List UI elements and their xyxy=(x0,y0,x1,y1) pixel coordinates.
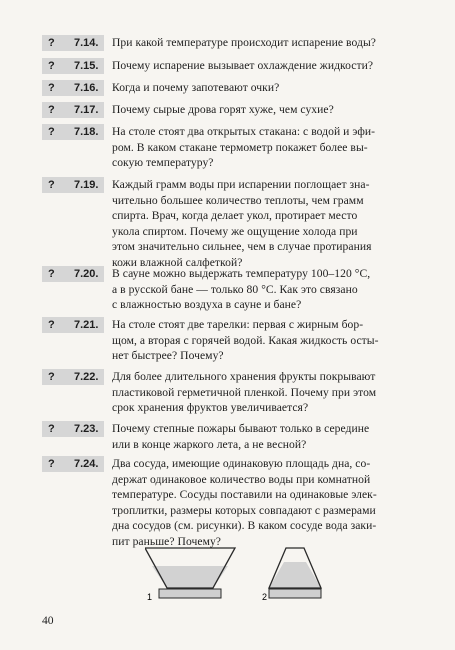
problem-number: 7.24. xyxy=(74,458,99,470)
text-line: Каждый грамм воды при испарении поглощает зна- xyxy=(112,178,370,191)
problem-number-box xyxy=(42,317,104,333)
text-line: или в конце жаркого лета, а не весной? xyxy=(112,437,307,451)
problem-number-box xyxy=(42,80,104,96)
text-line: спирта. Врач, когда делает укол, протирает место xyxy=(112,209,358,223)
problem-number-box xyxy=(42,102,104,118)
question-mark-icon: ? xyxy=(48,60,55,72)
question-mark-icon: ? xyxy=(48,423,55,435)
text-line: Когда и почему запотевают очки? xyxy=(112,81,280,94)
vessel-1-water xyxy=(152,566,228,588)
problem-7-15 xyxy=(42,58,427,74)
problem-text xyxy=(112,266,427,313)
vessel-1 xyxy=(145,548,235,602)
question-mark-icon: ? xyxy=(48,458,55,470)
hotplate-1 xyxy=(159,589,221,598)
problem-number-box xyxy=(42,456,104,472)
text-line: щом, а вторая с горячей водой. Какая жидкость осты- xyxy=(112,333,379,347)
problem-text xyxy=(112,177,427,271)
problem-number: 7.14. xyxy=(74,37,99,49)
question-mark-icon: ? xyxy=(48,37,55,49)
problem-text xyxy=(112,35,427,51)
text-line: укола спиртом. Почему же ощущение холода при xyxy=(112,224,358,238)
question-mark-icon: ? xyxy=(48,104,55,116)
text-line: Два сосуда, имеющие одинаковую площадь дна, со- xyxy=(112,457,371,470)
problem-number-box xyxy=(42,421,104,437)
vessel-2 xyxy=(262,548,321,602)
problem-7-23 xyxy=(42,421,427,452)
problem-text xyxy=(112,369,427,416)
text-line: с влажностью воздуха в сауне и бане? xyxy=(112,298,302,312)
text-line: пит раньше? Почему? xyxy=(112,534,222,548)
text-line: На столе стоят две тарелки: первая с жирным бор- xyxy=(112,318,364,331)
question-mark-icon: ? xyxy=(48,179,55,191)
question-mark-icon: ? xyxy=(48,268,55,280)
problem-text xyxy=(112,421,427,452)
text-line: На столе стоят два открытых стакана: с водой и эфи- xyxy=(112,125,376,138)
problem-7-17 xyxy=(42,102,427,118)
problem-7-21 xyxy=(42,317,427,364)
problem-text xyxy=(112,317,427,364)
hotplate-2 xyxy=(269,589,321,598)
text-line: В сауне можно выдержать температуру 100–120 °С, xyxy=(112,267,371,280)
text-line: дна сосудов (см. рисунки). В каком сосуде вода заки- xyxy=(112,519,377,533)
question-mark-icon: ? xyxy=(48,82,55,94)
page-number: 40 xyxy=(42,614,54,627)
problem-number: 7.16. xyxy=(74,82,99,94)
vessels-figure xyxy=(145,544,345,608)
text-line: пластиковой герметичной пленкой. Почему при этом xyxy=(112,385,377,399)
problem-7-24 xyxy=(42,456,427,550)
problem-number-box xyxy=(42,124,104,140)
text-line: чительно большее количество теплоты, чем грамм xyxy=(112,193,364,207)
vessel-1-label: 1 xyxy=(147,592,153,602)
problem-number: 7.18. xyxy=(74,126,99,138)
vessel-2-water xyxy=(269,562,321,588)
problem-7-14 xyxy=(42,35,427,51)
problem-number: 7.20. xyxy=(74,268,99,280)
text-line: этом значительно сильнее, чем в случае протирания xyxy=(112,240,372,254)
text-line: Для более длительного хранения фрукты покрывают xyxy=(112,370,376,383)
problem-text xyxy=(112,102,427,118)
problem-number: 7.22. xyxy=(74,371,99,383)
text-line: держат одинаковое количество воды при комнатной xyxy=(112,472,371,486)
question-mark-icon: ? xyxy=(48,319,55,331)
problem-text xyxy=(112,124,427,171)
problem-number-box xyxy=(42,35,104,51)
problem-number: 7.21. xyxy=(74,319,99,331)
text-line: срок хранения фруктов увеличивается? xyxy=(112,401,309,415)
text-line: нет быстрее? Почему? xyxy=(112,349,224,363)
text-line: Почему степные пожары бывают только в середине xyxy=(112,422,370,435)
text-line: троплитки, размеры которых совпадают с размерами xyxy=(112,503,376,517)
problem-number-box xyxy=(42,177,104,193)
problem-7-16 xyxy=(42,80,427,96)
problem-number: 7.15. xyxy=(74,60,99,72)
text-line: температуре. Сосуды поставили на одинаковые элек- xyxy=(112,488,377,502)
vessel-2-label: 2 xyxy=(262,592,268,602)
problem-7-20 xyxy=(42,266,427,313)
problem-7-18 xyxy=(42,124,427,171)
text-line: При какой температуре происходит испарение воды? xyxy=(112,36,376,49)
problem-number: 7.23. xyxy=(74,423,99,435)
problem-text xyxy=(112,80,427,96)
problem-number: 7.17. xyxy=(74,104,99,116)
text-line: сокую температуру? xyxy=(112,156,214,170)
text-line: Почему испарение вызывает охлаждение жидкости? xyxy=(112,59,374,72)
question-mark-icon: ? xyxy=(48,126,55,138)
text-line: ром. В каком стакане термометр покажет более вы- xyxy=(112,140,368,154)
text-line: Почему сырые дрова горят хуже, чем сухие? xyxy=(112,103,334,116)
text-line: кожи влажной салфеткой? xyxy=(112,255,243,269)
problem-7-19 xyxy=(42,177,427,271)
problem-number-box xyxy=(42,369,104,385)
question-mark-icon: ? xyxy=(48,371,55,383)
problem-text xyxy=(112,58,427,74)
text-line: а в русской бане — только 80 °С. Как это связано xyxy=(112,282,358,296)
problem-number: 7.19. xyxy=(74,179,99,191)
problem-number-box xyxy=(42,266,104,282)
problem-number-box xyxy=(42,58,104,74)
problem-text xyxy=(112,456,427,550)
problem-7-22 xyxy=(42,369,427,416)
